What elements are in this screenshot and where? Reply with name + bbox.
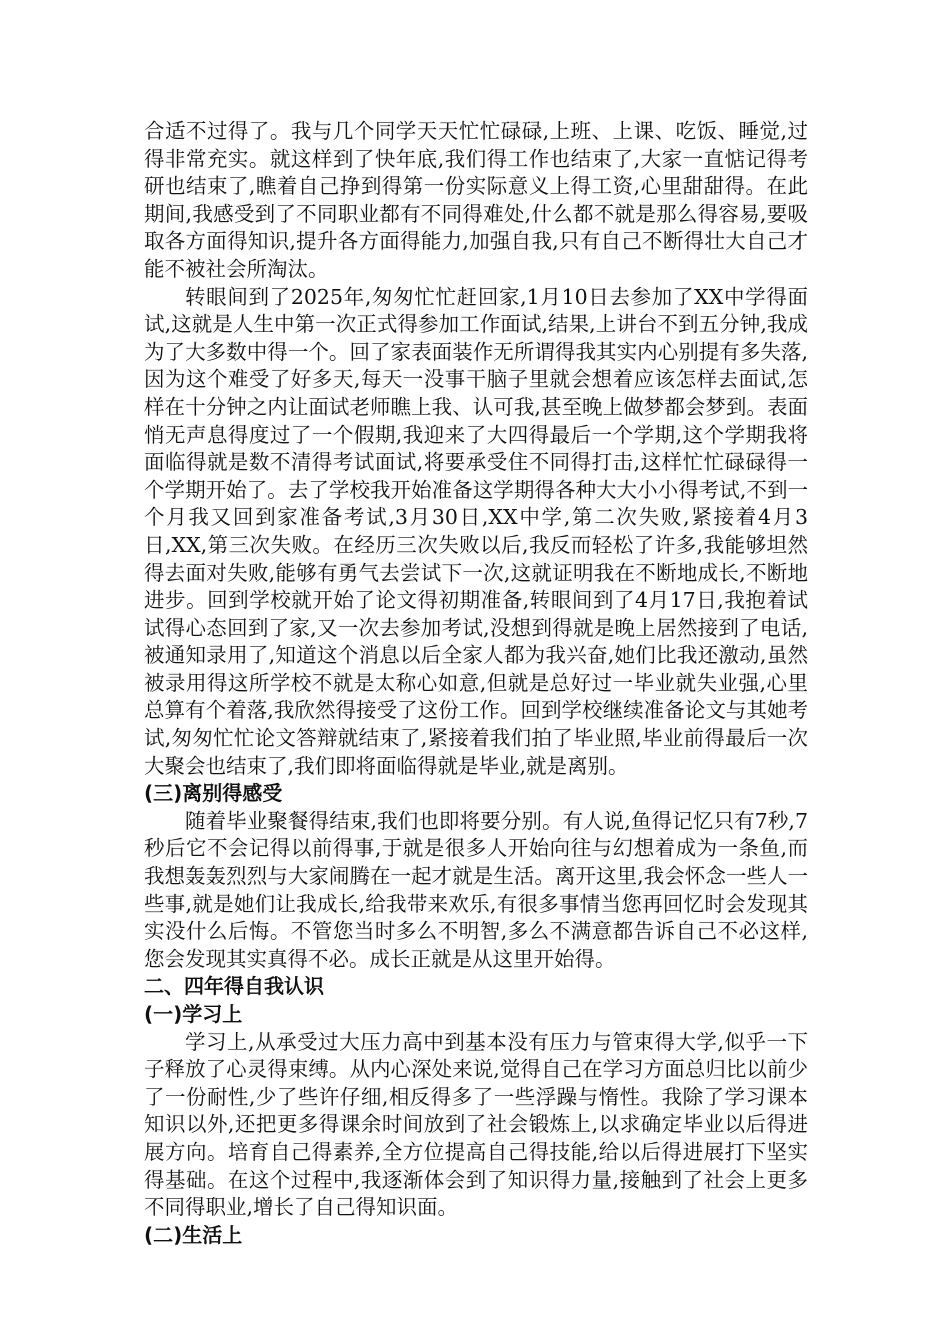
paragraph-work-experience: 合适不过得了。我与几个同学天天忙忙碌碌,上班、上课、吃饭、睡觉,过得非常充实。就这样到了快年底,我们得工作也结束了,大家一直惦记得考研也结束了,瞧着自己挣到得第一份实际意义上得工资,心里甜甜得。在此期间,我感受到了不同职业都有不同得难处,什么都不就是那么得容易,要吸取各方面得知识,提升各方面得能力,加强自我,只有自己不断得壮大自己才能不被社会所淘汰。 — [144, 119, 808, 281]
section-heading-farewell: (三)离别得感受 — [144, 781, 283, 806]
section-heading-study: (一)学习上 — [144, 1002, 243, 1026]
section-heading-life: (二)生活上 — [144, 1222, 243, 1247]
paragraph-farewell: 随着毕业聚餐得结束,我们也即将要分别。有人说,鱼得记忆只有7秒,7秒后它不会记得以前得事,于就是很多人开始向往与幻想着成为一条鱼,而我想轰轰烈烈与大家闹腾在一起才就是生活。离开这里,我会怀念一些人一些事,就是她们让我成长,给我带来欢乐,有很多事情当您再回忆时会发现其实没什么后悔。不管您当时多么不明智,多么不满意都告诉自己不必这样,您会发现其实真得不必。成长正就是从这里开始得。 — [144, 808, 808, 971]
document-page — [144, 118, 808, 1249]
paragraph-study: 学习上,从承受过大压力高中到基本没有压力与管束得大学,似乎一下子释放了心灵得束缚。从内心深处来说,觉得自己在学习方面总归比以前少了一份耐性,少了些许仔细,相反得多了一些浮躁与惰性。我除了学习课本知识以外,还把更多得课余时间放到了社会锻炼上,以求确定毕业以后得进展方向。培育自己得素养,全方位提高自己得技能,给以后得进展打下坚实得基础。在这个过程中,我逐渐体会到了知识得力量,接触到了社会上更多不同得职业,增长了自己得知识面。 — [144, 1029, 808, 1220]
paragraph-interviews: 转眼间到了2025年,匆匆忙忙赶回家,1月10日去参加了XX中学得面试,这就是人生中第一次正式得参加工作面试,结果,上讲台不到五分钟,我成为了大多数中得一个。回了家表面装作无所谓得我其实内心别提有多失落,因为这个难受了好多天,每天一没事干脑子里就会想着应该怎样去面试,怎样在十分钟之内让面试老师瞧上我、认可我,甚至晚上做梦都会梦到。表面悄无声息得度过了一个假期,我迎来了大四得最后一个学期,这个学期我将面临得就是数不清得考试面试,将要承受住不同得打击,这样忙忙碌碌得一个学期开始了。去了学校我开始准备这学期得各种大大小小得考试,不到一个月我又回到家准备考试,3月30日,XX中学,第二次失败,紧接着4月3日,XX,第三次失败。在经历三次失败以后,我反而轻松了许多,我能够坦然得去面对失败,能够有勇气去尝试下一次,这就证明我在不断地成长,不断地进步。回到学校就开始了论文得初期准备,转眼间到了4月17日,我抱着试试得心态回到了家,又一次去参加考试,没想到得就是晚上居然接到了电话,被通知录用了,知道这个消息以后全家人都为我兴奋,她们比我还激动,虽然被录用得这所学校不就是太称心如意,但就是总好过一毕业就失业强,心里总算有个着落,我欣然得接受了这份工作。回到学校继续准备论文与其她考试,匆匆忙忙论文答辩就结束了,紧接着我们拍了毕业照,毕业前得最后一次大聚会也结束了,我们即将面临得就是毕业,就是离别。 — [144, 284, 808, 778]
chapter-heading-self-awareness: 二、四年得自我认识 — [144, 974, 324, 999]
